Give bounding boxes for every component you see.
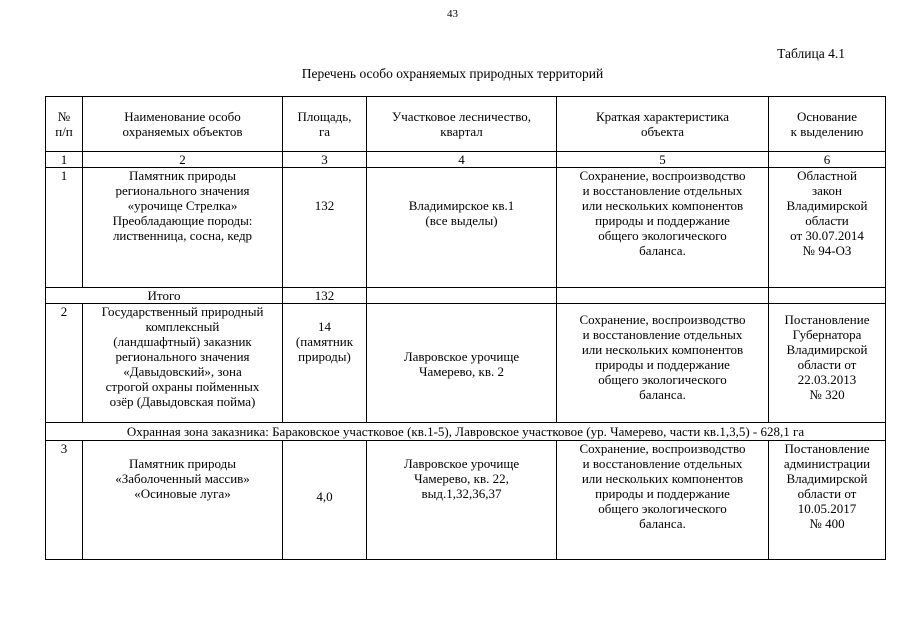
forestry-quarter: Лавровское урочище Чамерево, кв. 2 bbox=[367, 304, 557, 423]
column-number: 5 bbox=[557, 152, 769, 168]
table-header-row bbox=[46, 97, 886, 152]
selection-basis: Постановление администрации Владимирской области от 10.05.2017 № 400 bbox=[769, 441, 886, 560]
object-name: Государственный природный комплексный (ландшафтный) заказник регионального значения «Давыдовский», зона строгой охраны пойменных озёр (Давыдовская пойма) bbox=[83, 304, 283, 423]
area-value: 4,0 bbox=[283, 441, 367, 560]
total-value: 132 bbox=[283, 288, 367, 304]
row-number: 2 bbox=[46, 304, 83, 423]
header-cell: Основание к выделению bbox=[769, 97, 886, 152]
column-number: 6 bbox=[769, 152, 886, 168]
document-title: Перечень особо охраняемых природных территорий bbox=[301, 66, 604, 81]
header-cell: Краткая характеристика объекта bbox=[557, 97, 769, 152]
page-number: 43 bbox=[447, 8, 458, 20]
total-label: Итого bbox=[46, 288, 283, 304]
object-name: Памятник природы «Заболоченный массив» «Осиновые луга» bbox=[83, 441, 283, 560]
row-number: 1 bbox=[46, 168, 83, 288]
row-number: 3 bbox=[46, 441, 83, 560]
forestry-quarter: Лавровское урочище Чамерево, кв. 22, выд.1,32,36,37 bbox=[367, 441, 557, 560]
object-description: Сохранение, воспроизводство и восстановление отдельных или нескольких компонентов природы и поддержание общего экологического баланса. bbox=[557, 441, 769, 560]
buffer-zone-row bbox=[46, 423, 886, 441]
header-cell: Площадь, га bbox=[283, 97, 367, 152]
selection-basis: Областной закон Владимирской области от 30.07.2014 № 94-ОЗ bbox=[769, 168, 886, 288]
header-cell: № п/п bbox=[46, 97, 83, 152]
object-name: Памятник природы регионального значения «урочище Стрелка» Преобладающие породы: лиственница, сосна, кедр bbox=[83, 168, 283, 288]
table-row bbox=[46, 304, 886, 423]
table-row bbox=[46, 168, 886, 288]
area-value: 132 bbox=[283, 168, 367, 288]
object-description: Сохранение, воспроизводство и восстановление отдельных или нескольких компонентов природы и поддержание общего экологического баланса. bbox=[557, 168, 769, 288]
empty-cell bbox=[557, 288, 769, 304]
column-number: 4 bbox=[367, 152, 557, 168]
header-cell: Участковое лесничество, квартал bbox=[367, 97, 557, 152]
object-description: Сохранение, воспроизводство и восстановление отдельных или нескольких компонентов природы и поддержание общего экологического баланса. bbox=[557, 304, 769, 423]
column-number: 1 bbox=[46, 152, 83, 168]
table-label: Таблица 4.1 bbox=[777, 46, 845, 61]
buffer-zone-note: Охранная зона заказника: Бараковское участковое (кв.1-5), Лавровское участковое (ур. Чамерево, части кв.1,3,5) - 628,1 га bbox=[46, 423, 886, 441]
forestry-quarter: Владимирское кв.1 (все выделы) bbox=[367, 168, 557, 288]
empty-cell bbox=[367, 288, 557, 304]
column-number: 2 bbox=[83, 152, 283, 168]
empty-cell bbox=[769, 288, 886, 304]
header-cell: Наименование особо охраняемых объектов bbox=[83, 97, 283, 152]
column-number: 3 bbox=[283, 152, 367, 168]
selection-basis: Постановление Губернатора Владимирской области от 22.03.2013 № 320 bbox=[769, 304, 886, 423]
area-value: 14 (памятник природы) bbox=[283, 304, 367, 423]
protected-areas-table bbox=[45, 96, 886, 560]
column-number-row bbox=[46, 152, 886, 168]
total-row bbox=[46, 288, 886, 304]
table-row bbox=[46, 441, 886, 560]
